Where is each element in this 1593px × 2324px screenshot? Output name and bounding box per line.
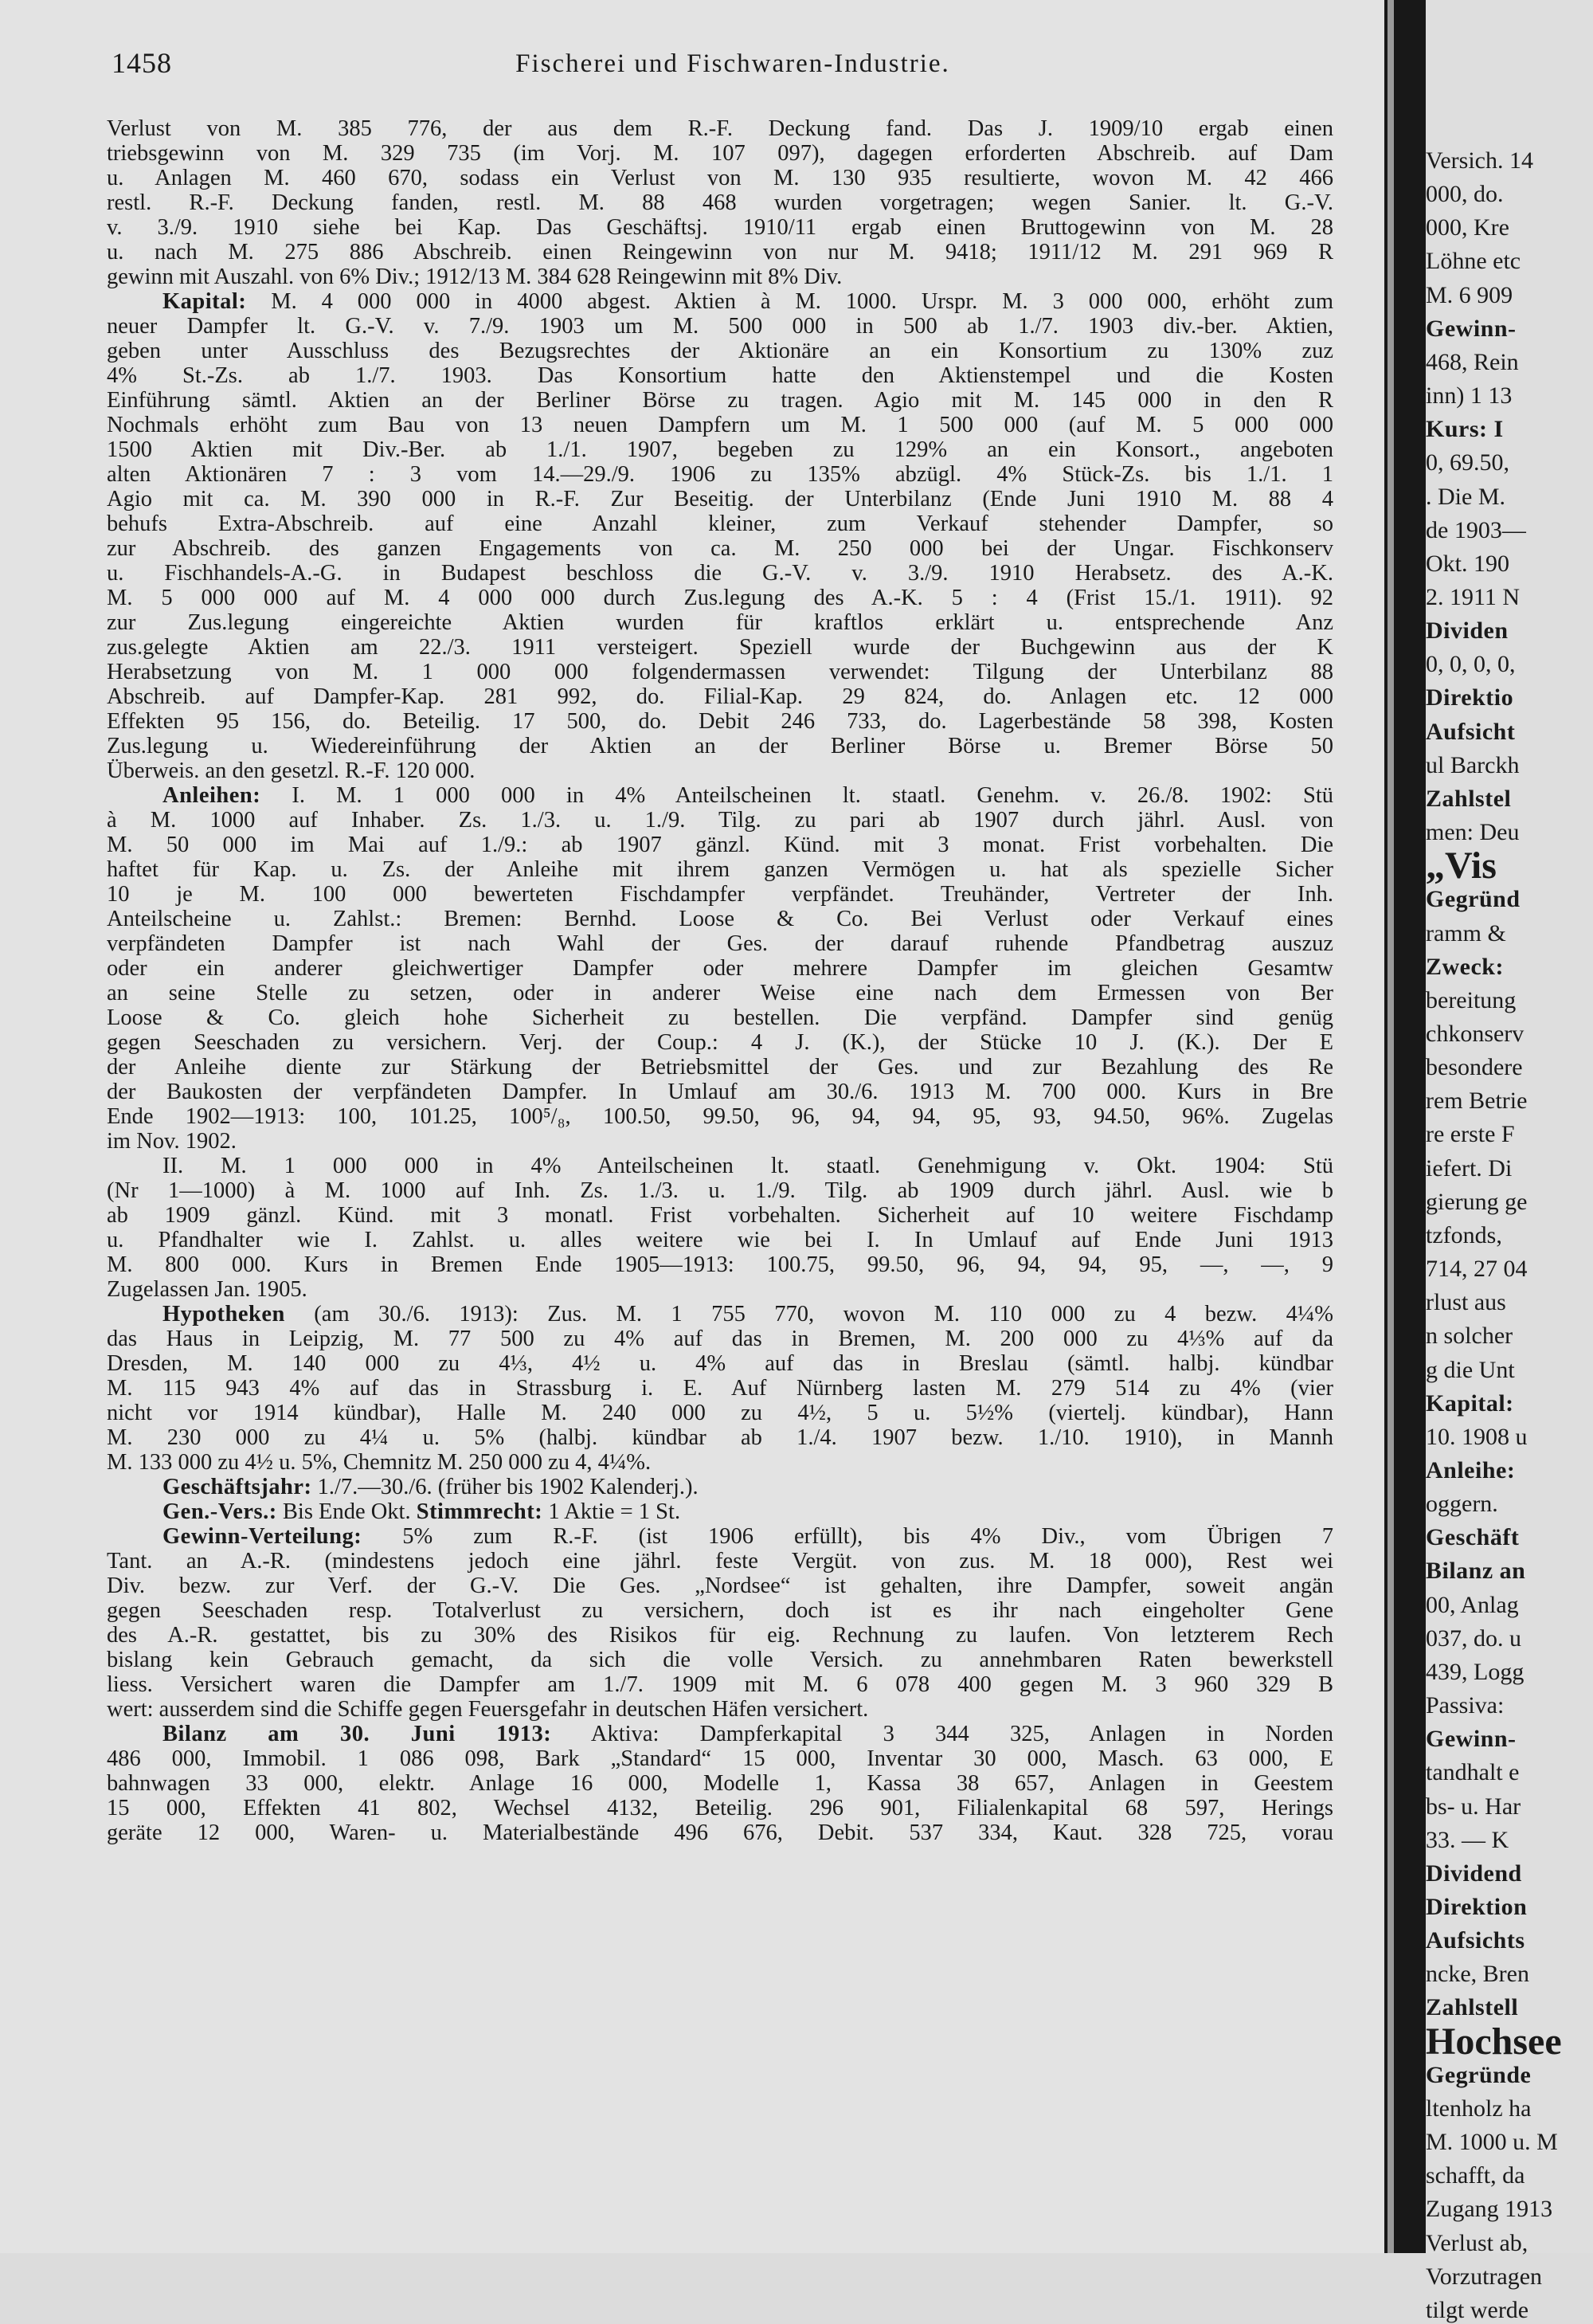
text-line [107,190,1333,215]
section-heading: Geschäftsjahr: [162,1475,312,1499]
text-line [107,1080,1333,1104]
line-text: der Baukosten der verpfändeten Dampfer. In Umlauf am 30./6. 1913 M. 700 000. Kurs in Bre [107,1080,1333,1104]
line-text: haftet für Kap. u. Zs. der Anleihe mit ihrem ganzen Vermögen u. hat als spezielle Sicher [107,857,1333,882]
fragment-line: M. 1000 u. M [1426,2129,1558,2155]
line-text: geben unter Ausschluss des Bezugsrechtes der Aktionäre an ein Konsortium zu 130% zuz [107,339,1333,363]
text-line [107,1796,1333,1820]
fragment-line: M. 6 909 [1426,282,1513,308]
fragment-line: rem Betrie [1426,1088,1528,1114]
text-line [107,857,1333,882]
text-line [107,1302,1333,1327]
line-text: (Nr 1—1000) à M. 1000 auf Inh. Zs. 1./3. u. 1./9. Tilg. ab 1909 durch jährl. Ausl. wie b [107,1178,1333,1203]
fragment-line: Direktio [1426,684,1514,711]
line-text: Div. bezw. zur Verf. der G.-V. Die Ges. „Nordsee“ ist gehalten, ihre Dampfer, soweit angän [107,1574,1333,1598]
text-line [107,1450,1333,1475]
text-line [107,116,1333,141]
line-text: v. 3./9. 1910 siehe bei Kap. Das Geschäftsj. 1910/11 ergab einen Bruttogewinn von M. 28 [107,215,1333,240]
fragment-line: chkonserv [1426,1021,1525,1047]
line-text: à M. 1000 auf Inhaber. Zs. 1./3. u. 1./9. Tilg. zu pari ab 1907 durch jährl. Ausl. von [107,808,1333,833]
fragment-line: Anleihe: [1426,1457,1516,1483]
line-text: Ende 1902—1913: 100, 101.25, 100⁵/₈, 100.50, 99.50, 96, 94, 94, 95, 93, 94.50, 96%. Zugelas [107,1104,1333,1129]
fragment-line: gierung ge [1426,1189,1528,1215]
fragment-line: Direktion [1426,1894,1528,1920]
text-line [107,586,1333,610]
line-text: (am 30./6. 1913): Zus. M. 1 755 770, wovon M. 110 000 zu 4 bezw. 4¼% [284,1302,1333,1327]
line-text: ab 1909 gänzl. Künd. mit 3 monatl. Frist vorbehalten. Sicherheit auf 10 weitere Fischdamp [107,1203,1333,1228]
text-line [107,758,1333,783]
fragment-line: 000, Kre [1426,214,1509,241]
text-line [107,314,1333,339]
line-text: der Anleihe diente zur Stärkung der Betriebsmittel der Ges. und zur Bezahlung des Re [107,1055,1333,1080]
text-line [107,511,1333,536]
text-line [107,1524,1333,1549]
fragment-line: Löhne etc [1426,248,1521,274]
text-line [107,1129,1333,1154]
text-line [107,1672,1333,1697]
fragment-line: 00, Anlag [1426,1592,1519,1618]
text-line [107,882,1333,907]
line-text: das Haus in Leipzig, M. 77 500 zu 4% auf das in Bremen, M. 200 000 zu 4⅓% auf da [107,1327,1333,1351]
text-line [107,1154,1333,1178]
text-line [107,339,1333,363]
text-line [107,437,1333,462]
text-line [107,1722,1333,1746]
fragment-line: Kapital: [1426,1390,1514,1417]
fragment-line: Gegründ [1426,886,1521,912]
fragment-line: Aufsichts [1426,1927,1525,1954]
fragment-line: tzfonds, [1426,1222,1502,1248]
line-text: Nochmals erhöht zum Bau von 13 neuen Dampfern um M. 1 500 000 (auf M. 5 000 000 [107,413,1333,437]
line-text: Bis Ende Okt. [276,1499,417,1524]
fragment-line: Zahlstel [1426,786,1512,812]
line-text: 1500 Aktien mit Div.-Ber. ab 1./1. 1907, begeben zu 129% an ein Konsort., angeboten [107,437,1333,462]
fragment-line: 000, do. [1426,181,1504,207]
text-line [107,1376,1333,1401]
fragment-line: tilgt werde [1426,2297,1529,2323]
text-line [107,536,1333,561]
adjacent-page-fragment [1426,0,1593,2323]
fragment-line: Vorzutragen [1426,2263,1543,2290]
text-line [107,1623,1333,1648]
line-text: 1 Aktie = 1 St. [542,1499,681,1524]
text-line [107,1055,1333,1080]
fragment-line: 10. 1908 u [1426,1424,1528,1450]
line-text: Aktiva: Dampferkapital 3 344 325, Anlagen in Norden [551,1722,1333,1746]
fragment-line: tandhalt e [1426,1759,1520,1785]
text-line [107,1277,1333,1302]
line-text: 5% zum R.-F. (ist 1906 erfüllt), bis 4% Div., vom Übrigen 7 [362,1524,1333,1549]
line-text: geräte 12 000, Waren- u. Materialbestände 496 676, Debit. 537 334, Kaut. 328 725, vorau [107,1820,1333,1845]
fragment-line: Zweck: [1426,954,1504,980]
line-text: I. M. 1 000 000 in 4% Anteilscheinen lt. staatl. Genehm. v. 26./8. 1902: Stü [260,783,1333,808]
line-text: Abschreib. auf Dampfer-Kap. 281 992, do. Filial-Kap. 29 824, do. Anlagen etc. 12 000 [107,684,1333,709]
fragment-line: Dividen [1426,617,1509,644]
fragment-line: Kurs: I [1426,416,1504,442]
text-line [107,931,1333,956]
text-line [107,487,1333,511]
fragment-line: Okt. 190 [1426,551,1509,577]
line-text: M. 115 943 4% auf das in Strassburg i. E. Auf Nürnberg lasten M. 279 514 zu 4% (vier [107,1376,1333,1401]
text-line [107,1499,1333,1524]
line-text: Tant. an A.-R. (mindestens jedoch eine jährl. feste Vergüt. von zus. M. 18 000), Rest wei [107,1549,1333,1574]
fragment-line: oggern. [1426,1491,1498,1517]
text-line [107,1475,1333,1499]
fragment-line: Passiva: [1426,1692,1505,1719]
line-text: Zugelassen Jan. 1905. [107,1277,307,1302]
page-header [112,46,1354,88]
section-heading: Hypotheken [162,1302,285,1327]
line-text: des A.-R. gestattet, bis zu 30% des Risikos für eig. Rechnung zu laufen. Von letzterem Rech [107,1623,1333,1648]
text-line [107,388,1333,413]
section-heading: Bilanz am 30. Juni 1913: [162,1722,552,1746]
text-line [107,981,1333,1005]
fragment-line: Zahlstell [1426,1994,1519,2020]
text-line [107,709,1333,734]
text-line [107,660,1333,684]
text-line [107,1203,1333,1228]
line-text: M. 50 000 im Mai auf 1./9.: ab 1907 gänzl. Künd. mit 3 monat. Frist vorbehalten. Die [107,833,1333,857]
fragment-line: rlust aus [1426,1289,1506,1315]
line-text: Anteilscheine u. Zahlst.: Bremen: Bernhd. Loose & Co. Bei Verlust oder Verkauf eines [107,907,1333,931]
fragment-line: 714, 27 04 [1426,1256,1528,1282]
fragment-line: besondere [1426,1054,1523,1080]
text-line [107,1648,1333,1672]
line-text: wert: ausserdem sind die Schiffe gegen Feuersgefahr in deutschen Häfen versichert. [107,1697,869,1722]
fragment-line: . Die M. [1426,484,1505,510]
fragment-line: Aufsicht [1426,719,1516,745]
fragment-line: 037, do. u [1426,1625,1521,1652]
page-number: 1458 [112,47,172,79]
fragment-line: 0, 0, 0, 0, [1426,651,1516,677]
text-line [107,956,1333,981]
line-text: M. 133 000 zu 4½ u. 5%, Chemnitz M. 250 000 zu 4, 4¼%. [107,1450,652,1475]
text-line [107,1820,1333,1845]
text-line [107,833,1333,857]
line-text: liess. Versichert waren die Dampfer am 1./7. 1909 mit M. 6 078 400 gegen M. 3 960 329 B [107,1672,1333,1697]
line-text: oder ein anderer gleichwertiger Dampfer oder mehrere Dampfer im gleichen Gesamtw [107,956,1333,981]
text-line [107,610,1333,635]
text-line [107,1598,1333,1623]
text-line [107,1549,1333,1574]
fragment-line: iefert. Di [1426,1155,1513,1182]
text-line [107,1746,1333,1771]
text-line [107,561,1333,586]
fragment-line: ramm & [1426,920,1506,946]
line-text: verpfändeten Dampfer ist nach Wahl der Ges. der darauf ruhende Pfandbetrag auszuz [107,931,1333,956]
main-text-column [107,116,1333,1845]
fragment-line: schafft, da [1426,2162,1525,2189]
fragment-line: n solcher [1426,1323,1513,1349]
fragment-line: Versich. 14 [1426,147,1533,174]
text-line [107,1401,1333,1425]
text-line [107,907,1333,931]
line-text: u. Fischhandels-A.-G. in Budapest beschloss die G.-V. v. 3./9. 1910 Herabsetz. des A.-K. [107,561,1333,586]
line-text: Loose & Co. gleich hohe Sicherheit zu bestellen. Die verpfänd. Dampfer sind genüg [107,1005,1333,1030]
line-text: Einführung sämtl. Aktien an der Berliner Börse zu tragen. Agio mit M. 145 000 in den R [107,388,1333,413]
text-line [107,1005,1333,1030]
text-line [107,363,1333,388]
line-text: alten Aktionären 7 : 3 vom 14.—29./9. 1906 zu 135% abzügl. 4% Stück-Zs. bis 1./1. 1 [107,462,1333,487]
line-text: Herabsetzung von M. 1 000 000 folgendermassen verwendet: Tilgung der Unterbilanz 88 [107,660,1333,684]
fragment-line: 468, Rein [1426,349,1519,375]
line-text: II. M. 1 000 000 in 4% Anteilscheinen lt. staatl. Genehmigung v. Okt. 1904: Stü [162,1154,1333,1178]
fragment-line: bereitung [1426,987,1517,1013]
line-text: gegen Seeschaden resp. Totalverlust zu versichern, doch ist es ihr nach eingeholter Gene [107,1598,1333,1623]
line-text: an seine Stelle zu setzen, oder in anderer Weise eine nach dem Ermessen von Ber [107,981,1333,1005]
text-line [107,1030,1333,1055]
text-line [107,1104,1333,1129]
line-text: 15 000, Effekten 41 802, Wechsel 4132, Beteilig. 296 901, Filialenkapital 68 597, Herings [107,1796,1333,1820]
line-text: M. 4 000 000 in 4000 abgest. Aktien à M. 1000. Urspr. M. 3 000 000, erhöht zum [246,289,1333,314]
line-text: Verlust von M. 385 776, der aus dem R.-F. Deckung fand. Das J. 1909/10 ergab einen [107,116,1333,141]
text-line [107,1228,1333,1252]
line-text: neuer Dampfer lt. G.-V. v. 7./9. 1903 um M. 500 000 in 500 ab 1./7. 1903 div.-ber. Aktien, [107,314,1333,339]
text-line [107,1574,1333,1598]
fragment-line: Dividend [1426,1860,1522,1887]
line-text: im Nov. 1902. [107,1129,237,1154]
text-line [107,1425,1333,1450]
fragment-heading: „Vis [1426,845,1497,887]
text-line [107,265,1333,289]
section-heading: Kapital: [162,289,247,314]
fragment-line: Verlust ab, [1426,2230,1528,2256]
fragment-line: bs- u. Har [1426,1793,1521,1820]
fragment-line: Gegründe [1426,2062,1532,2088]
line-text: 4% St.-Zs. ab 1./7. 1903. Das Konsortium hatte den Aktienstempel und die Kosten [107,363,1333,388]
line-text: bislang kein Gebrauch gemacht, da sich die volle Versich. zu annehmbaren Raten bewerkstell [107,1648,1333,1672]
fragment-line: 0, 69.50, [1426,449,1509,476]
line-text: nicht vor 1914 kündbar), Halle M. 240 000 zu 4½, 5 u. 5½% (viertelj. kündbar), Hann [107,1401,1333,1425]
line-text: u. Anlagen M. 460 670, sodass ein Verlust von M. 130 935 resultierte, wovon M. 42 466 [107,166,1333,190]
line-text: Effekten 95 156, do. Beteilig. 17 500, do. Debit 246 733, do. Lagerbestände 58 398, Kosten [107,709,1333,734]
line-text: bahnwagen 33 000, elektr. Anlage 16 000, Modelle 1, Kassa 38 657, Anlagen in Geestem [107,1771,1333,1796]
text-line [107,1771,1333,1796]
page-edge-highlight [1388,0,1394,2253]
fragment-line: ncke, Bren [1426,1961,1529,1987]
fragment-line: Gewinn- [1426,1726,1517,1752]
line-text: u. nach M. 275 886 Abschreib. einen Reingewinn von nur M. 9418; 1911/12 M. 291 969 R [107,240,1333,265]
text-line [107,808,1333,833]
text-line [107,462,1333,487]
fragment-line: de 1903— [1426,517,1526,543]
fragment-line: ul Barckh [1426,752,1520,778]
fragment-line: Bilanz an [1426,1558,1526,1584]
fragment-line: inn) 1 13 [1426,382,1513,409]
fragment-line: re erste F [1426,1121,1515,1147]
fragment-line: men: Deu [1426,819,1520,845]
text-line [107,166,1333,190]
text-line [107,240,1333,265]
text-line [107,783,1333,808]
line-text: M. 5 000 000 auf M. 4 000 000 durch Zus.legung des A.-K. 5 : 4 (Frist 15./1. 1911). 92 [107,586,1333,610]
text-line [107,1697,1333,1722]
text-line [107,1351,1333,1376]
line-text: M. 800 000. Kurs in Bremen Ende 1905—1913: 100.75, 99.50, 96, 94, 94, 95, —, —, 9 [107,1252,1333,1277]
text-line [107,1178,1333,1203]
text-line [107,289,1333,314]
fragment-line: ltenholz ha [1426,2095,1532,2122]
text-line [107,215,1333,240]
text-line [107,734,1333,758]
line-text: zur Abschreib. des ganzen Engagements von ca. M. 250 000 bei der Ungar. Fischkonserv [107,536,1333,561]
line-text: 1./7.—30./6. (früher bis 1902 Kalenderj.). [311,1475,699,1499]
line-text: gewinn mit Auszahl. von 6% Div.; 1912/13 M. 384 628 Reingewinn mit 8% Div. [107,265,843,289]
fragment-line: g die Unt [1426,1357,1515,1383]
section-heading: Anleihen: [162,783,261,808]
fragment-heading: Hochsee [1426,2020,1562,2063]
line-text: restl. R.-F. Deckung fanden, restl. M. 88 468 wurden vorgetragen; wegen Sanier. lt. G.-V. [107,190,1333,215]
section-heading: Stimmrecht: [416,1499,543,1524]
line-text: M. 230 000 zu 4¼ u. 5% (halbj. kündbar ab 1./4. 1907 bezw. 1./10. 1910), in Mannh [107,1425,1333,1450]
text-line [107,141,1333,166]
line-text: triebsgewinn von M. 329 735 (im Vorj. M. 107 097), dagegen erforderten Abschreib. auf Dam [107,141,1333,166]
text-line [107,1252,1333,1277]
text-line [107,635,1333,660]
line-text: zus.gelegte Aktien am 22./3. 1911 versteigert. Speziell wurde der Buchgewinn aus der K [107,635,1333,660]
section-heading: Gewinn-Verteilung: [162,1524,362,1549]
text-line [107,413,1333,437]
line-text: Überweis. an den gesetzl. R.-F. 120 000. [107,758,476,783]
fragment-line: 2. 1911 N [1426,584,1521,610]
line-text: behufs Extra-Abschreib. auf eine Anzahl kleiner, zum Verkauf stehender Dampfer, so [107,511,1333,536]
line-text: zur Zus.legung eingereichte Aktien wurden für kraftlos erklärt u. entsprechende Anz [107,610,1333,635]
line-text: gegen Seeschaden zu versichern. Verj. der Coup.: 4 J. (K.), der Stücke 10 J. (K.). Der E [107,1030,1333,1055]
fragment-line: 33. — K [1426,1827,1509,1853]
line-text: Dresden, M. 140 000 zu 4⅓, 4½ u. 4% auf das in Breslau (sämtl. halbj. kündbar [107,1351,1333,1376]
line-text: u. Pfandhalter wie I. Zahlst. u. alles weitere wie bei I. In Umlauf auf Ende Juni 1913 [107,1228,1333,1252]
fragment-line: Geschäft [1426,1524,1520,1550]
line-text: Agio mit ca. M. 390 000 in R.-F. Zur Beseitig. der Unterbilanz (Ende Juni 1910 M. 88 4 [107,487,1333,511]
line-text: 486 000, Immobil. 1 086 098, Bark „Standard“ 15 000, Inventar 30 000, Masch. 63 000, E [107,1746,1333,1771]
section-heading: Gen.-Vers.: [162,1499,277,1524]
text-line [107,1327,1333,1351]
text-line [107,684,1333,709]
line-text: 10 je M. 100 000 bewerteten Fischdampfer verpfändet. Treuhänder, Vertreter der Inh. [107,882,1333,907]
line-text: Zus.legung u. Wiedereinführung der Aktien an der Berliner Börse u. Bremer Börse 50 [107,734,1333,758]
fragment-line: Gewinn- [1426,315,1517,342]
fragment-line: Zugang 1913 [1426,2196,1553,2222]
fragment-line: 439, Logg [1426,1659,1525,1685]
running-title: Fischerei und Fischwaren-Industrie. [515,49,950,78]
